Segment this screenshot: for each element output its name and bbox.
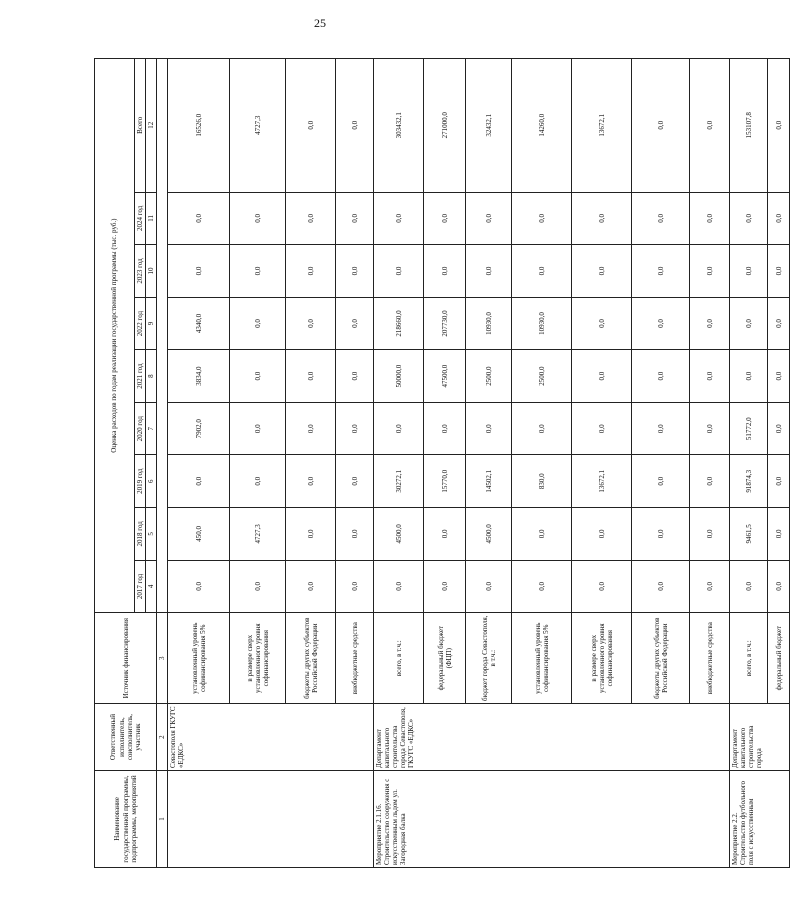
funding-source-cell: установленный уровень софинансирования 5%	[512, 613, 572, 704]
year-value-cell: 0,0	[632, 192, 690, 245]
year-value-cell: 0,0	[768, 192, 790, 245]
year-value-cell: 51772,0	[730, 402, 768, 455]
measure-name: Мероприятие 2.1.16. Строительство сооружения с искусственным льдом ул. Загородная балка	[374, 770, 730, 867]
col-number: 3	[157, 613, 168, 704]
year-value-cell: 0,0	[424, 402, 466, 455]
total-cell: 13672,1	[572, 59, 632, 193]
year-value-cell: 0,0	[336, 245, 374, 298]
year-value-cell: 47500,0	[424, 350, 466, 403]
year-value-cell: 0,0	[336, 508, 374, 561]
header-year: 2023 год	[135, 245, 146, 298]
year-value-cell: 0,0	[466, 192, 512, 245]
year-value-cell: 0,0	[632, 297, 690, 350]
year-value-cell: 9461,5	[730, 508, 768, 561]
total-cell: 16526,0	[168, 59, 230, 193]
year-value-cell: 0,0	[690, 245, 730, 298]
year-value-cell: 0,0	[374, 245, 424, 298]
year-value-cell: 0,0	[168, 245, 230, 298]
year-value-cell: 0,0	[230, 192, 286, 245]
year-value-cell: 0,0	[730, 560, 768, 613]
year-value-cell: 0,0	[768, 402, 790, 455]
year-value-cell: 7902,0	[168, 402, 230, 455]
year-value-cell: 0,0	[230, 455, 286, 508]
year-value-cell: 830,0	[512, 455, 572, 508]
year-value-cell: 0,0	[632, 245, 690, 298]
total-cell: 0,0	[632, 59, 690, 193]
total-cell: 0,0	[690, 59, 730, 193]
total-cell: 4727,3	[230, 59, 286, 193]
year-value-cell: 0,0	[336, 192, 374, 245]
year-value-cell: 0,0	[690, 192, 730, 245]
year-value-cell: 0,0	[230, 560, 286, 613]
year-value-cell: 0,0	[632, 350, 690, 403]
year-value-cell: 0,0	[336, 350, 374, 403]
funding-source-cell: в размере сверх установленного уровня софинансирования	[572, 613, 632, 704]
year-value-cell: 0,0	[730, 245, 768, 298]
col-number: 8	[146, 350, 157, 403]
year-value-cell: 0,0	[286, 455, 336, 508]
year-value-cell: 0,0	[572, 560, 632, 613]
measure-name: Мероприятие 2.2. Строительство футбольного поля с искусственным	[730, 770, 790, 867]
year-value-cell: 2500,0	[512, 350, 572, 403]
year-value-cell: 0,0	[286, 402, 336, 455]
year-value-cell: 0,0	[768, 455, 790, 508]
year-value-cell: 0,0	[374, 402, 424, 455]
year-value-cell: 0,0	[168, 560, 230, 613]
funding-source-cell: всего, в т.ч.:	[730, 613, 768, 704]
year-value-cell: 0,0	[424, 508, 466, 561]
header-year: 2019 год	[135, 455, 146, 508]
year-value-cell: 0,0	[768, 297, 790, 350]
year-value-cell: 0,0	[572, 297, 632, 350]
year-value-cell: 0,0	[572, 350, 632, 403]
year-value-cell: 0,0	[632, 560, 690, 613]
year-value-cell: 0,0	[424, 560, 466, 613]
funding-source-cell: установленный уровень софинансирования 5%	[168, 613, 230, 704]
funding-source-cell: всего, в т.ч.:	[374, 613, 424, 704]
col-number: 5	[146, 508, 157, 561]
year-value-cell: 0,0	[690, 560, 730, 613]
table-row	[730, 59, 768, 868]
header-estimate: Оценка расходов по годам реализации государственной программы (тыс. руб.)	[95, 59, 135, 613]
year-value-cell: 91874,3	[730, 455, 768, 508]
year-value-cell: 0,0	[690, 455, 730, 508]
year-value-cell: 0,0	[336, 402, 374, 455]
total-cell: 0,0	[336, 59, 374, 193]
year-value-cell: 3834,0	[168, 350, 230, 403]
col-number: 4	[146, 560, 157, 613]
year-value-cell: 0,0	[512, 245, 572, 298]
year-value-cell: 0,0	[768, 508, 790, 561]
year-value-cell: 0,0	[512, 560, 572, 613]
year-value-cell: 0,0	[730, 297, 768, 350]
year-value-cell: 10930,0	[512, 297, 572, 350]
year-value-cell: 0,0	[572, 402, 632, 455]
year-value-cell: 0,0	[690, 402, 730, 455]
funding-source-cell: внебюджетные средства	[336, 613, 374, 704]
funding-source-cell: бюджет города Севастополя, в т.ч.:	[466, 613, 512, 704]
funding-source-cell: бюджеты других субъектов Российской Федерации	[632, 613, 690, 704]
total-cell: 0,0	[286, 59, 336, 193]
col-number-spacer	[157, 59, 168, 613]
page-number: 25	[314, 16, 326, 30]
year-value-cell: 0,0	[466, 402, 512, 455]
year-value-cell: 0,0	[690, 508, 730, 561]
year-value-cell: 0,0	[768, 560, 790, 613]
year-value-cell: 0,0	[466, 560, 512, 613]
col-number: 10	[146, 245, 157, 298]
year-value-cell: 0,0	[466, 245, 512, 298]
year-value-cell: 0,0	[336, 297, 374, 350]
header-executor: Ответственный исполнитель, соисполнитель, участник	[95, 704, 157, 771]
total-cell: 303432,1	[374, 59, 424, 193]
year-value-cell: 0,0	[690, 297, 730, 350]
year-value-cell: 0,0	[336, 560, 374, 613]
year-value-cell: 0,0	[424, 192, 466, 245]
col-number: 7	[146, 402, 157, 455]
year-value-cell: 450,0	[168, 508, 230, 561]
year-value-cell: 4500,0	[466, 508, 512, 561]
year-value-cell: 0,0	[286, 560, 336, 613]
col-number: 6	[146, 455, 157, 508]
header-row-numbers-b	[157, 59, 168, 868]
year-value-cell: 0,0	[730, 192, 768, 245]
budget-table	[94, 58, 790, 868]
header-year: 2018 год	[135, 508, 146, 561]
year-value-cell: 218660,0	[374, 297, 424, 350]
year-value-cell: 0,0	[168, 455, 230, 508]
table-row	[374, 59, 424, 868]
year-value-cell: 0,0	[512, 192, 572, 245]
year-value-cell: 0,0	[286, 245, 336, 298]
header-source: Источник финансирования	[95, 613, 157, 704]
year-value-cell: 13672,1	[572, 455, 632, 508]
col-number: 2	[157, 704, 168, 771]
year-value-cell: 0,0	[230, 245, 286, 298]
year-value-cell: 30272,1	[374, 455, 424, 508]
year-value-cell: 0,0	[230, 402, 286, 455]
total-cell: 0,0	[768, 59, 790, 193]
year-value-cell: 0,0	[374, 560, 424, 613]
funding-source-cell: в размере сверх установленного уровня софинансирования	[230, 613, 286, 704]
header-year: 2021 год	[135, 350, 146, 403]
year-value-cell: 4500,0	[374, 508, 424, 561]
year-value-cell: 0,0	[632, 508, 690, 561]
col-number: 1	[157, 770, 168, 867]
year-value-cell: 0,0	[336, 455, 374, 508]
funding-source-cell: федеральный бюджет (ФЦП)	[424, 613, 466, 704]
year-value-cell: 0,0	[768, 350, 790, 403]
year-value-cell: 4727,3	[230, 508, 286, 561]
year-value-cell: 0,0	[512, 402, 572, 455]
funding-source-cell: бюджеты других субъектов Российской Федерации	[286, 613, 336, 704]
year-value-cell: 0,0	[572, 508, 632, 561]
total-cell: 153107,8	[730, 59, 768, 193]
budget-table-rotated	[94, 58, 783, 868]
total-cell: 271000,0	[424, 59, 466, 193]
col-number: 9	[146, 297, 157, 350]
header-year: 2024 год	[135, 192, 146, 245]
year-value-cell: 0,0	[690, 350, 730, 403]
year-value-cell: 0,0	[286, 508, 336, 561]
year-value-cell: 0,0	[286, 297, 336, 350]
header-name: Наименование государственной программы, подпрограммы, мероприятий	[95, 770, 157, 867]
year-value-cell: 0,0	[632, 455, 690, 508]
year-value-cell: 0,0	[572, 192, 632, 245]
year-value-cell: 0,0	[572, 245, 632, 298]
measure-name	[168, 770, 374, 867]
table-body	[95, 59, 790, 868]
header-total: Всего	[135, 59, 146, 193]
total-cell: 32432,1	[466, 59, 512, 193]
year-value-cell: 2500,0	[466, 350, 512, 403]
year-value-cell: 0,0	[374, 192, 424, 245]
year-value-cell: 207730,0	[424, 297, 466, 350]
header-row-1	[95, 59, 135, 868]
year-value-cell: 50000,0	[374, 350, 424, 403]
year-value-cell: 10930,0	[466, 297, 512, 350]
year-value-cell: 0,0	[768, 245, 790, 298]
year-value-cell: 0,0	[168, 192, 230, 245]
table-row	[168, 59, 230, 868]
header-year: 2020 год	[135, 402, 146, 455]
col-number: 12	[146, 59, 157, 193]
year-value-cell: 15770,0	[424, 455, 466, 508]
funding-source-cell: федеральный бюджет	[768, 613, 790, 704]
total-cell: 14260,0	[512, 59, 572, 193]
year-value-cell: 0,0	[286, 350, 336, 403]
executor-cell: Департамент капитального строительства города Севастополя, ГКУГС «ЕДКС»	[374, 704, 730, 771]
year-value-cell: 4340,0	[168, 297, 230, 350]
header-year: 2017 год	[135, 560, 146, 613]
header-year: 2022 год	[135, 297, 146, 350]
executor-cell: Департамент капитального строительства города	[730, 704, 790, 771]
year-value-cell: 0,0	[424, 245, 466, 298]
executor-cell: Севастополя ГКУГС «ЕДКС»	[168, 704, 374, 771]
year-value-cell: 0,0	[286, 192, 336, 245]
funding-source-cell: внебюджетные средства	[690, 613, 730, 704]
col-number: 11	[146, 192, 157, 245]
year-value-cell: 0,0	[632, 402, 690, 455]
year-value-cell: 0,0	[230, 350, 286, 403]
year-value-cell: 0,0	[512, 508, 572, 561]
year-value-cell: 0,0	[730, 350, 768, 403]
year-value-cell: 14502,1	[466, 455, 512, 508]
year-value-cell: 0,0	[230, 297, 286, 350]
